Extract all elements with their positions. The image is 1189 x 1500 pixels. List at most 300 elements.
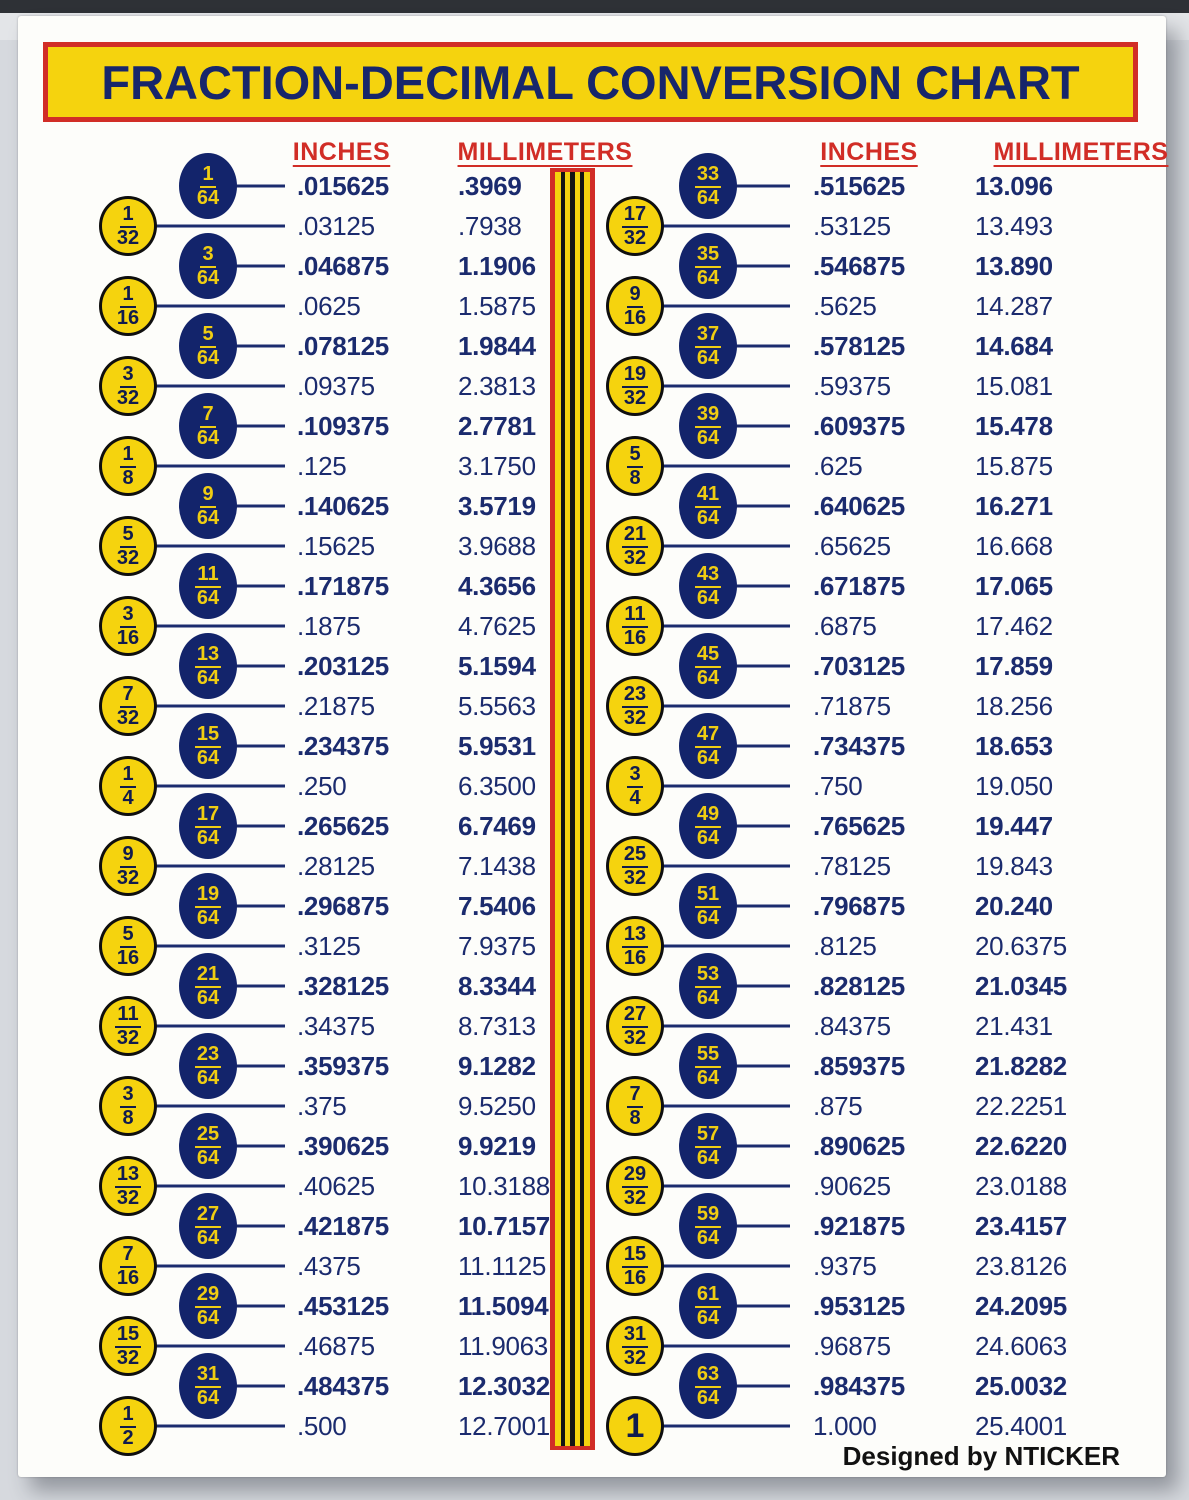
connector-line	[154, 1345, 285, 1348]
connector-line	[661, 465, 790, 468]
fraction-badge	[99, 356, 157, 416]
connector-line	[154, 225, 285, 228]
mm-value: 19.843	[975, 851, 1053, 881]
fraction-badge	[679, 473, 737, 539]
mm-value: 7.9375	[458, 931, 536, 961]
fraction-label: $\frac{7}{32}$	[116, 683, 140, 729]
fraction-label: $\frac{5}{16}$	[116, 923, 140, 969]
inches-value: .140625	[297, 491, 389, 521]
fraction-badge	[179, 1113, 237, 1179]
inches-header-left: INCHES	[292, 138, 391, 166]
fraction-badge	[679, 1273, 737, 1339]
mm-value: 1.9844	[458, 331, 536, 361]
mm-value: 24.2095	[975, 1291, 1067, 1321]
mm-value: 6.7469	[458, 811, 536, 841]
mm-value: 8.7313	[458, 1011, 536, 1041]
fraction-label: $\frac{1}{8}$	[122, 443, 134, 489]
fraction-label: $\frac{19}{32}$	[623, 363, 647, 409]
fraction-badge	[606, 1236, 664, 1296]
fraction-label: $\frac{47}{64}$	[696, 723, 720, 769]
mm-value: 16.668	[975, 531, 1053, 561]
connector-line	[154, 1105, 285, 1108]
mm-value: 11.1125	[458, 1251, 547, 1281]
fraction-badge	[179, 1193, 237, 1259]
inches-value: .250	[297, 771, 347, 801]
fraction-label: $\frac{11}{64}$	[196, 563, 220, 609]
fraction-label: $\frac{15}{32}$	[116, 1323, 140, 1369]
connector-line	[234, 1065, 285, 1068]
connector-line	[734, 185, 790, 188]
fraction-badge	[179, 1273, 237, 1339]
mm-value: 19.447	[975, 811, 1053, 841]
mm-value: 11.9063	[458, 1331, 548, 1361]
inches-value: .421875	[297, 1211, 389, 1241]
mm-value: 15.081	[975, 371, 1053, 401]
page-title: FRACTION-DECIMAL CONVERSION CHART	[101, 55, 1080, 109]
fraction-label: $\frac{13}{16}$	[623, 923, 647, 969]
fraction-badge	[606, 196, 664, 256]
connector-line	[734, 585, 790, 588]
connector-line	[661, 1105, 790, 1108]
fraction-label: $\frac{39}{64}$	[696, 403, 720, 449]
connector-line	[661, 785, 790, 788]
fraction-badge	[99, 596, 157, 656]
connector-line	[661, 1025, 790, 1028]
fraction-label: $\frac{19}{64}$	[196, 883, 220, 929]
connector-line	[661, 545, 790, 548]
connector-line	[661, 865, 790, 868]
connector-line	[154, 705, 285, 708]
mm-value: .3969	[458, 171, 522, 201]
connector-line	[154, 625, 285, 628]
fraction-label: $\frac{7}{16}$	[116, 1243, 140, 1289]
inches-value: .828125	[813, 971, 905, 1001]
fraction-label: $\frac{15}{16}$	[623, 1243, 647, 1289]
mm-value: 3.9688	[458, 531, 536, 561]
connector-line	[661, 1345, 790, 1348]
inches-value: .78125	[813, 851, 891, 881]
inches-value: .921875	[813, 1211, 905, 1241]
mm-value: 13.493	[975, 211, 1053, 241]
connector-line	[154, 385, 285, 388]
inches-value: .84375	[813, 1011, 891, 1041]
fraction-badge	[179, 1353, 237, 1419]
connector-line	[234, 185, 285, 188]
connector-line	[154, 1265, 285, 1268]
connector-line	[734, 425, 790, 428]
fraction-badge	[99, 1316, 157, 1376]
connector-line	[234, 265, 285, 268]
mm-value: 14.684	[975, 331, 1053, 361]
fraction-label: $\frac{9}{16}$	[623, 283, 647, 329]
fraction-badge	[99, 836, 157, 896]
fraction-label: $\frac{51}{64}$	[696, 883, 720, 929]
inches-value: .484375	[297, 1371, 389, 1401]
mm-value: 20.240	[975, 891, 1053, 921]
inches-value: .734375	[813, 731, 905, 761]
credit-text: Designed by NTICKER	[842, 1441, 1120, 1471]
inches-value: .09375	[297, 371, 375, 401]
mm-value: 13.096	[975, 171, 1053, 201]
mm-value: .7938	[458, 211, 522, 241]
fraction-label: $\frac{7}{64}$	[196, 403, 220, 449]
inches-header-right: INCHES	[820, 138, 918, 166]
fraction-label: $\frac{7}{8}$	[629, 1083, 641, 1129]
fraction-label: $\frac{23}{64}$	[196, 1043, 220, 1089]
connector-line	[234, 1225, 285, 1228]
mm-value: 4.7625	[458, 611, 536, 641]
mm-value: 20.6375	[975, 931, 1067, 961]
connector-line	[734, 265, 790, 268]
fraction-label: $\frac{45}{64}$	[696, 643, 720, 689]
inches-value: .796875	[813, 891, 905, 921]
mm-value: 23.8126	[975, 1251, 1067, 1281]
mm-value: 1.1906	[458, 251, 536, 281]
inches-value: 1.000	[813, 1411, 877, 1441]
fraction-badge	[99, 276, 157, 336]
inches-value: .203125	[297, 651, 389, 681]
fraction-label: $\frac{13}{64}$	[196, 643, 220, 689]
fraction-label: $\frac{27}{64}$	[196, 1203, 220, 1249]
connector-line	[234, 1305, 285, 1308]
connector-line	[734, 825, 790, 828]
mm-value: 5.1594	[458, 651, 536, 681]
connector-line	[661, 945, 790, 948]
millimeters-header-right: MILLIMETERS	[993, 138, 1169, 166]
inches-value: .5625	[813, 291, 877, 321]
fraction-label: $\frac{5}{8}$	[629, 443, 641, 489]
mm-value: 21.8282	[975, 1051, 1067, 1081]
fraction-label: $\frac{29}{32}$	[623, 1163, 647, 1209]
fraction-label: $\frac{9}{64}$	[196, 483, 220, 529]
fraction-label: $\frac{3}{16}$	[116, 603, 140, 649]
fraction-badge	[179, 153, 237, 219]
connector-line	[661, 1265, 790, 1268]
fraction-badge	[679, 793, 737, 859]
fraction-badge	[179, 473, 237, 539]
fraction-label: $\frac{1}{4}$	[122, 763, 134, 809]
mm-value: 25.0032	[975, 1371, 1067, 1401]
mm-value: 7.1438	[458, 851, 536, 881]
fraction-badge	[606, 1156, 664, 1216]
fraction-badge	[99, 196, 157, 256]
fraction-label: $\frac{25}{64}$	[196, 1123, 220, 1169]
inches-value: .59375	[813, 371, 891, 401]
connector-line	[234, 505, 285, 508]
connector-line	[734, 1385, 790, 1388]
fraction-badge	[679, 1033, 737, 1099]
fraction-label: $\frac{13}{32}$	[116, 1163, 140, 1209]
inches-value: .953125	[813, 1291, 905, 1321]
inches-value: .40625	[297, 1171, 375, 1201]
connector-line	[154, 305, 285, 308]
connector-line	[734, 985, 790, 988]
mm-value: 10.7157	[458, 1211, 550, 1241]
inches-value: .703125	[813, 651, 905, 681]
connector-line	[734, 505, 790, 508]
fraction-label: $\frac{25}{32}$	[623, 843, 647, 889]
inches-value: .15625	[297, 531, 375, 561]
inches-value: .890625	[813, 1131, 905, 1161]
mm-value: 22.2251	[975, 1091, 1067, 1121]
mm-value: 4.3656	[458, 571, 536, 601]
inches-value: .71875	[813, 691, 891, 721]
connector-line	[154, 1425, 285, 1428]
fraction-badge	[179, 233, 237, 299]
inches-value: .65625	[813, 531, 891, 561]
fraction-label: $\frac{61}{64}$	[696, 1283, 720, 1329]
fraction-badge	[179, 873, 237, 939]
mm-value: 15.478	[975, 411, 1053, 441]
fraction-badge	[99, 996, 157, 1056]
inches-value: .328125	[297, 971, 389, 1001]
mm-value: 7.5406	[458, 891, 536, 921]
mm-value: 21.431	[975, 1011, 1053, 1041]
inches-value: .578125	[813, 331, 905, 361]
inches-value: .390625	[297, 1131, 389, 1161]
fraction-label: $\frac{57}{64}$	[696, 1123, 720, 1169]
fraction-label: $\frac{3}{8}$	[122, 1083, 134, 1129]
connector-line	[661, 1425, 790, 1428]
inches-value: .109375	[297, 411, 389, 441]
fraction-badge	[679, 553, 737, 619]
inches-value: .359375	[297, 1051, 389, 1081]
connector-line	[734, 345, 790, 348]
inches-value: .265625	[297, 811, 389, 841]
connector-line	[661, 1185, 790, 1188]
inches-value: .859375	[813, 1051, 905, 1081]
fraction-label: $\frac{11}{32}$	[116, 1003, 140, 1049]
connector-line	[734, 745, 790, 748]
fraction-badge	[606, 1396, 664, 1456]
inches-value: .765625	[813, 811, 905, 841]
mm-value: 18.653	[975, 731, 1053, 761]
mm-value: 2.3813	[458, 371, 536, 401]
inches-value: .90625	[813, 1171, 891, 1201]
fraction-badge	[179, 313, 237, 379]
inches-value: .03125	[297, 211, 375, 241]
fraction-label: $\frac{21}{32}$	[623, 523, 647, 569]
connector-line	[234, 665, 285, 668]
fraction-badge	[606, 1316, 664, 1376]
inches-value: .1875	[297, 611, 361, 641]
mm-value: 6.3500	[458, 771, 536, 801]
mm-value: 3.1750	[458, 451, 536, 481]
connector-line	[154, 945, 285, 948]
fraction-badge	[606, 756, 664, 816]
whole-number-label: 1	[625, 1407, 645, 1445]
inches-value: .8125	[813, 931, 877, 961]
connector-line	[234, 1385, 285, 1388]
inches-value: .53125	[813, 211, 891, 241]
inches-value: .015625	[297, 171, 389, 201]
fraction-badge	[606, 996, 664, 1056]
mm-value: 5.9531	[458, 731, 536, 761]
millimeters-header-left: MILLIMETERS	[457, 138, 633, 166]
fraction-badge	[99, 1236, 157, 1296]
inches-value: .28125	[297, 851, 375, 881]
mm-value: 23.4157	[975, 1211, 1067, 1241]
title-banner	[43, 42, 1138, 122]
connector-line	[234, 985, 285, 988]
connector-line	[234, 1145, 285, 1148]
fraction-badge	[179, 1033, 237, 1099]
inches-value: .34375	[297, 1011, 375, 1041]
inches-value: .3125	[297, 931, 361, 961]
mm-value: 13.890	[975, 251, 1053, 281]
connector-line	[661, 305, 790, 308]
fraction-label: $\frac{27}{32}$	[623, 1003, 647, 1049]
connector-line	[734, 1145, 790, 1148]
fraction-label: $\frac{55}{64}$	[696, 1043, 720, 1089]
fraction-badge	[99, 676, 157, 736]
fraction-badge	[179, 953, 237, 1019]
fraction-badge	[99, 436, 157, 496]
inches-value: .453125	[297, 1291, 389, 1321]
inches-value: .750	[813, 771, 863, 801]
connector-line	[234, 425, 285, 428]
fraction-badge	[179, 393, 237, 459]
fraction-badge	[679, 313, 737, 379]
fraction-badge	[606, 596, 664, 656]
mm-value: 1.5875	[458, 291, 536, 321]
fraction-badge	[679, 393, 737, 459]
mm-value: 11.5094	[458, 1291, 549, 1321]
fraction-badge	[679, 873, 737, 939]
connector-line	[734, 665, 790, 668]
fraction-label: $\frac{53}{64}$	[696, 963, 720, 1009]
mm-value: 9.9219	[458, 1131, 536, 1161]
inches-value: .609375	[813, 411, 905, 441]
fraction-badge	[99, 756, 157, 816]
connector-line	[154, 465, 285, 468]
inches-value: .078125	[297, 331, 389, 361]
mm-value: 14.287	[975, 291, 1053, 321]
fraction-label: $\frac{3}{32}$	[116, 363, 140, 409]
fraction-badge	[679, 153, 737, 219]
inches-value: .515625	[813, 171, 905, 201]
mm-value: 3.5719	[458, 491, 536, 521]
fraction-label: $\frac{3}{4}$	[629, 763, 641, 809]
inches-value: .125	[297, 451, 347, 481]
inches-value: .171875	[297, 571, 389, 601]
fraction-label: $\frac{21}{64}$	[196, 963, 220, 1009]
mm-value: 10.3188	[458, 1171, 550, 1201]
inches-value: .9375	[813, 1251, 877, 1281]
connector-line	[234, 745, 285, 748]
connector-line	[234, 585, 285, 588]
connector-line	[734, 1225, 790, 1228]
fraction-label: $\frac{29}{64}$	[196, 1283, 220, 1329]
mm-value: 8.3344	[458, 971, 536, 1001]
mm-value: 12.7001	[458, 1411, 550, 1441]
mm-value: 21.0345	[975, 971, 1067, 1001]
fraction-label: $\frac{41}{64}$	[696, 483, 720, 529]
connector-line	[154, 1185, 285, 1188]
mm-value: 17.462	[975, 611, 1053, 641]
fraction-label: $\frac{59}{64}$	[696, 1203, 720, 1249]
connector-line	[661, 705, 790, 708]
fraction-label: $\frac{33}{64}$	[696, 163, 720, 209]
connector-line	[234, 345, 285, 348]
fraction-badge	[179, 713, 237, 779]
mm-value: 17.859	[975, 651, 1053, 681]
mm-value: 5.5563	[458, 691, 536, 721]
fraction-label: $\frac{5}{32}$	[116, 523, 140, 569]
fraction-badge	[679, 1353, 737, 1419]
mm-value: 12.3032	[458, 1371, 550, 1401]
mm-value: 23.0188	[975, 1171, 1067, 1201]
fraction-label: $\frac{3}{64}$	[196, 243, 220, 289]
fraction-label: $\frac{9}{32}$	[116, 843, 140, 889]
connector-line	[734, 905, 790, 908]
fraction-badge	[99, 516, 157, 576]
fraction-badge	[679, 1193, 737, 1259]
fraction-badge	[179, 633, 237, 699]
connector-line	[661, 625, 790, 628]
connector-line	[234, 825, 285, 828]
poster-page	[18, 16, 1169, 1477]
fraction-label: $\frac{43}{64}$	[696, 563, 720, 609]
fraction-label: $\frac{37}{64}$	[696, 323, 720, 369]
fraction-badge	[179, 553, 237, 619]
fraction-label: $\frac{49}{64}$	[696, 803, 720, 849]
connector-line	[734, 1305, 790, 1308]
fraction-badge	[99, 1396, 157, 1456]
inches-value: .046875	[297, 251, 389, 281]
fraction-badge	[99, 1156, 157, 1216]
fraction-badge	[606, 676, 664, 736]
mm-value: 9.1282	[458, 1051, 536, 1081]
inches-value: .234375	[297, 731, 389, 761]
connector-line	[154, 785, 285, 788]
fraction-label: $\frac{1}{64}$	[196, 163, 220, 209]
mm-value: 2.7781	[458, 411, 536, 441]
fraction-badge	[99, 1076, 157, 1136]
mm-value: 18.256	[975, 691, 1053, 721]
fraction-label: $\frac{23}{32}$	[623, 683, 647, 729]
mm-value: 25.4001	[975, 1411, 1067, 1441]
fraction-badge	[679, 633, 737, 699]
fraction-label: $\frac{31}{64}$	[196, 1363, 220, 1409]
inches-value: .625	[813, 451, 863, 481]
fraction-label: $\frac{15}{64}$	[196, 723, 220, 769]
mm-value: 19.050	[975, 771, 1053, 801]
inches-value: .96875	[813, 1331, 891, 1361]
mm-value: 9.5250	[458, 1091, 536, 1121]
inches-value: .984375	[813, 1371, 905, 1401]
connector-line	[234, 905, 285, 908]
inches-value: .640625	[813, 491, 905, 521]
fraction-badge	[179, 793, 237, 859]
inches-value: .46875	[297, 1331, 375, 1361]
fraction-badge	[606, 516, 664, 576]
inches-value: .671875	[813, 571, 905, 601]
connector-line	[154, 1025, 285, 1028]
fraction-label: $\frac{1}{16}$	[116, 283, 140, 329]
fraction-label: $\frac{35}{64}$	[696, 243, 720, 289]
fraction-label: $\frac{63}{64}$	[696, 1363, 720, 1409]
inches-value: .375	[297, 1091, 347, 1121]
mm-value: 15.875	[975, 451, 1053, 481]
fraction-badge	[606, 836, 664, 896]
mm-value: 22.6220	[975, 1131, 1067, 1161]
fraction-label: $\frac{31}{32}$	[623, 1323, 647, 1369]
inches-value: .875	[813, 1091, 863, 1121]
inches-value: .296875	[297, 891, 389, 921]
fraction-badge	[679, 233, 737, 299]
connector-line	[661, 225, 790, 228]
